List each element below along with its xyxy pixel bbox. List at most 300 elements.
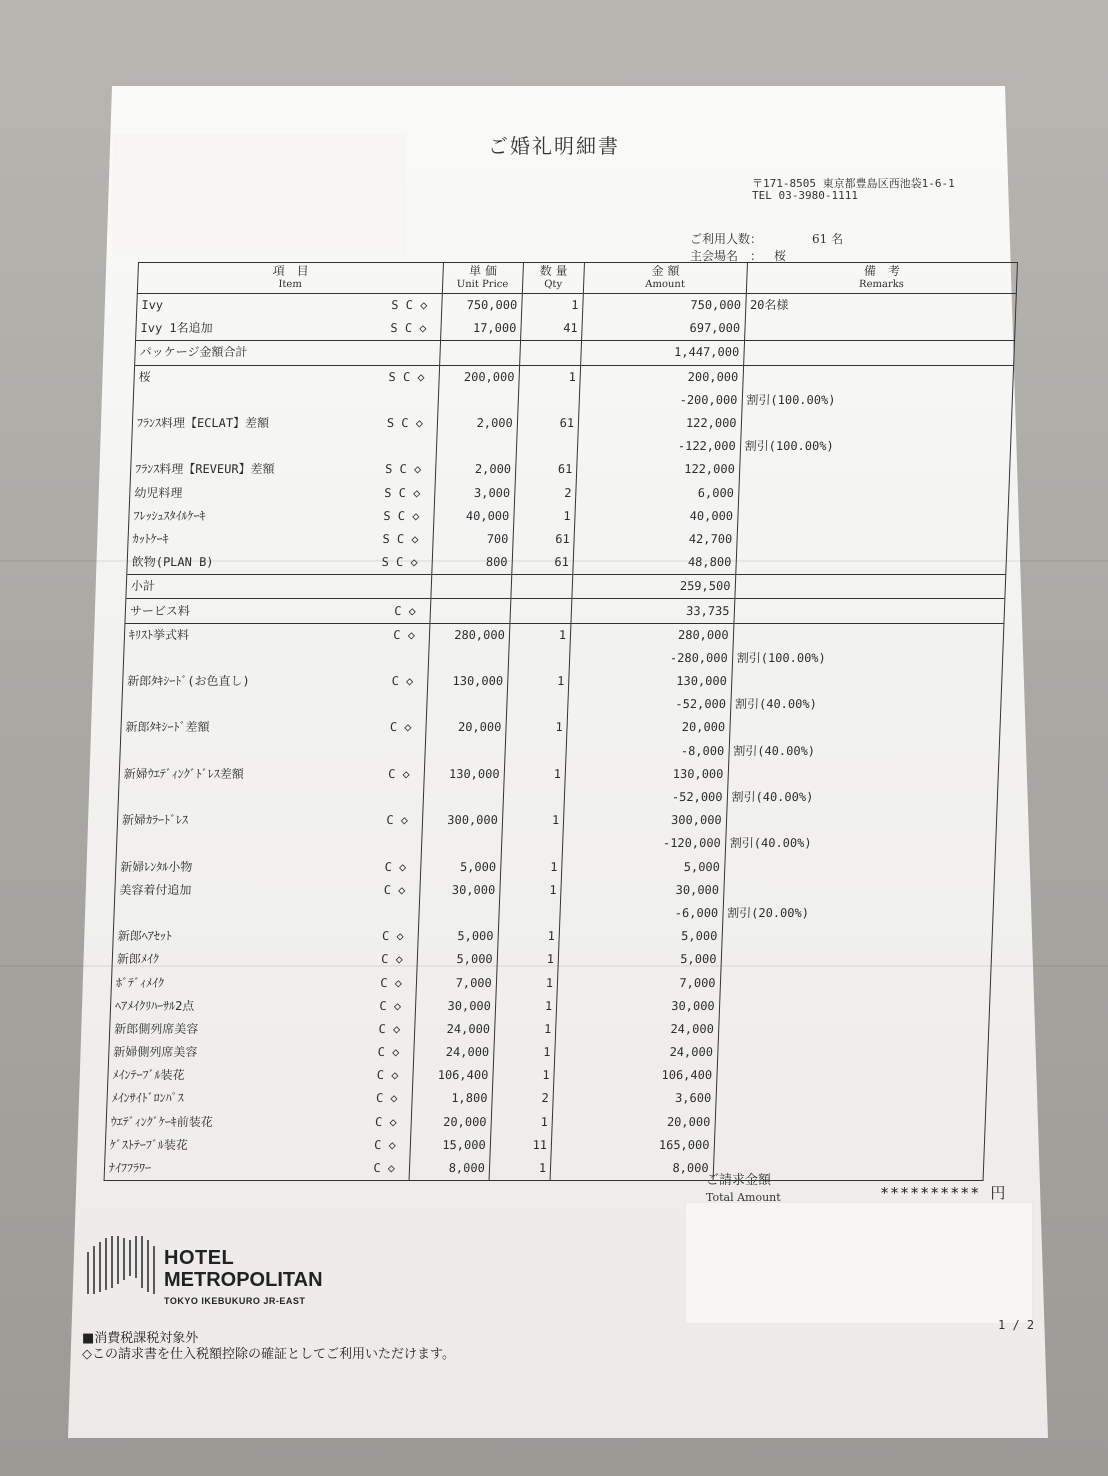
item-name: 飲物(PLAN B) bbox=[131, 555, 214, 570]
table-row bbox=[108, 1064, 988, 1087]
cell-item bbox=[136, 317, 442, 341]
guests-value: 61 名 bbox=[812, 232, 844, 246]
cell-qty: 1 bbox=[493, 1041, 555, 1064]
cell-item bbox=[112, 948, 418, 971]
cell-unit-price: 750,000 bbox=[441, 294, 522, 318]
cell-amount: 33,735 bbox=[571, 599, 734, 623]
item-name: ｷﾘｽﾄ挙式料 bbox=[128, 627, 190, 642]
item-tax-code: S C ◇ bbox=[390, 298, 428, 313]
cell-remarks bbox=[715, 1087, 986, 1110]
cell-amount: 106,400 bbox=[554, 1064, 717, 1087]
cell-item bbox=[123, 647, 429, 670]
cell-amount: 122,000 bbox=[576, 458, 739, 481]
item-name: ｶｯﾄｹｰｷ bbox=[132, 531, 169, 546]
invoice-table bbox=[104, 262, 1018, 1181]
cell-remarks bbox=[729, 716, 1000, 739]
item-name: 新郎ﾒｲｸ bbox=[116, 952, 160, 967]
item-tax-code: C ◇ bbox=[383, 882, 406, 897]
cell-remarks bbox=[714, 1134, 985, 1157]
cell-remarks: 割引(40.00%) bbox=[727, 786, 998, 809]
table-row bbox=[116, 832, 996, 855]
tax-credit-note: ◇この請求書を仕入税額控除の確証としてご利用いただけます。 bbox=[82, 1347, 455, 1362]
item-tax-code: C ◇ bbox=[379, 998, 402, 1013]
table-row bbox=[120, 740, 1000, 763]
table-row bbox=[115, 856, 995, 879]
cell-qty: 1 bbox=[492, 1064, 554, 1087]
table-row bbox=[136, 294, 1016, 318]
cell-qty: 1 bbox=[495, 995, 557, 1018]
table-row bbox=[133, 389, 1013, 412]
page-number: 1 / 2 bbox=[998, 1318, 1035, 1332]
cell-qty bbox=[505, 740, 567, 763]
item-name: ｳｴﾃﾞｨﾝｸﾞｹｰｷ前装花 bbox=[110, 1114, 214, 1129]
cell-unit-price: 30,000 bbox=[415, 995, 496, 1018]
table-row bbox=[122, 670, 1002, 693]
cell-amount: 42,700 bbox=[574, 528, 737, 551]
cell-remarks bbox=[717, 1041, 988, 1064]
table-row bbox=[115, 879, 995, 902]
cell-qty: 41 bbox=[520, 317, 582, 341]
cell-amount: 200,000 bbox=[580, 365, 743, 389]
cell-remarks: 割引(40.00%) bbox=[730, 693, 1001, 716]
cell-qty bbox=[519, 341, 581, 365]
cell-amount: 259,500 bbox=[572, 575, 735, 599]
cell-item bbox=[124, 623, 430, 647]
cell-remarks bbox=[726, 809, 997, 832]
item-tax-code: C ◇ bbox=[373, 1137, 397, 1152]
cell-qty: 1 bbox=[504, 763, 566, 786]
cell-unit-price: 17,000 bbox=[440, 317, 521, 341]
item-tax-code: S C ◇ bbox=[384, 462, 422, 477]
cell-unit-price: 5,000 bbox=[420, 856, 501, 879]
item-name: 新婦ﾚﾝﾀﾙ小物 bbox=[120, 859, 193, 874]
cell-remarks bbox=[727, 763, 998, 786]
item-tax-code: C ◇ bbox=[375, 1091, 398, 1106]
cell-unit-price bbox=[440, 341, 521, 365]
item-name: 小計 bbox=[130, 579, 156, 594]
table-row bbox=[130, 458, 1010, 481]
cell-remarks bbox=[736, 528, 1007, 551]
cell-unit-price: 2,000 bbox=[437, 412, 518, 435]
item-name: 新郎ﾀｷｼｰﾄﾞ(お色直し) bbox=[127, 674, 250, 689]
cell-unit-price bbox=[430, 599, 511, 623]
cell-qty: 1 bbox=[498, 925, 560, 948]
cell-amount: 8,000 bbox=[550, 1157, 713, 1181]
hotel-logo bbox=[84, 1234, 364, 1314]
item-name: ﾌﾚｯｼｭｽﾀｲﾙｹｰｷ bbox=[133, 508, 206, 523]
cell-unit-price bbox=[436, 435, 517, 458]
cell-item bbox=[115, 856, 421, 879]
item-name: 幼児料理 bbox=[134, 485, 183, 500]
cell-qty: 1 bbox=[499, 879, 561, 902]
cell-amount: -122,000 bbox=[577, 435, 740, 458]
cell-unit-price: 130,000 bbox=[427, 670, 508, 693]
item-name: 新郎側列席美容 bbox=[113, 1021, 199, 1036]
cell-amount: 750,000 bbox=[583, 294, 746, 318]
cell-amount: 300,000 bbox=[563, 809, 726, 832]
cell-amount: 122,000 bbox=[578, 412, 741, 435]
item-name: ﾎﾞﾃﾞｨﾒｲｸ bbox=[115, 975, 165, 990]
cell-amount: -200,000 bbox=[579, 389, 742, 412]
cell-unit-price: 1,800 bbox=[412, 1087, 493, 1110]
item-name: ﾌﾗﾝｽ料理【REVEUR】差額 bbox=[134, 462, 275, 477]
logo-subtitle: TOKYO IKEBUKURO JR-EAST bbox=[164, 1296, 306, 1306]
item-tax-code: C ◇ bbox=[393, 603, 417, 618]
cell-amount: -52,000 bbox=[564, 786, 727, 809]
item-name: Ivy bbox=[141, 298, 164, 313]
cell-item bbox=[109, 1018, 415, 1041]
cell-remarks bbox=[741, 412, 1012, 435]
cell-unit-price bbox=[421, 832, 502, 855]
cell-remarks bbox=[718, 1018, 989, 1041]
cell-unit-price: 280,000 bbox=[429, 623, 510, 647]
cell-unit-price: 24,000 bbox=[414, 1018, 495, 1041]
cell-item bbox=[125, 599, 431, 623]
table-row bbox=[106, 1111, 986, 1134]
cell-amount: -120,000 bbox=[562, 832, 725, 855]
item-tax-code: C ◇ bbox=[380, 952, 404, 967]
cell-amount: 3,600 bbox=[553, 1087, 716, 1110]
item-name: 美容着付追加 bbox=[119, 882, 192, 897]
item-tax-code: C ◇ bbox=[389, 720, 412, 735]
table-row bbox=[129, 482, 1009, 505]
cell-item bbox=[117, 809, 423, 832]
cell-qty: 1 bbox=[519, 365, 581, 389]
cell-qty: 1 bbox=[496, 971, 558, 994]
cell-amount: 20,000 bbox=[567, 716, 730, 739]
cell-item bbox=[128, 528, 434, 551]
cell-item bbox=[108, 1041, 414, 1064]
table-row bbox=[129, 505, 1009, 528]
table-row bbox=[135, 341, 1015, 365]
cell-unit-price: 5,000 bbox=[417, 948, 498, 971]
cell-qty bbox=[518, 389, 580, 412]
cell-unit-price: 106,400 bbox=[412, 1064, 493, 1087]
cell-item bbox=[115, 879, 421, 902]
cell-amount: 24,000 bbox=[555, 1018, 718, 1041]
table-row bbox=[125, 599, 1005, 623]
table-row bbox=[110, 995, 990, 1018]
item-tax-code: C ◇ bbox=[381, 929, 404, 944]
logo-line-2: METROPOLITAN bbox=[164, 1269, 323, 1291]
cell-unit-price: 3,000 bbox=[434, 482, 515, 505]
cell-item bbox=[121, 716, 427, 739]
cell-item bbox=[105, 1134, 411, 1157]
cell-amount: 5,000 bbox=[558, 948, 721, 971]
header-amount: 金 額 Amount bbox=[583, 263, 747, 294]
cell-item bbox=[121, 693, 427, 716]
header-qty: 数 量 Qty bbox=[522, 263, 585, 294]
table-row bbox=[108, 1041, 988, 1064]
cell-item bbox=[110, 995, 416, 1018]
item-tax-code: C ◇ bbox=[387, 766, 411, 781]
cell-qty: 61 bbox=[517, 412, 579, 435]
table-row bbox=[124, 623, 1004, 647]
table-row bbox=[127, 551, 1007, 575]
cell-qty bbox=[516, 435, 578, 458]
venue-value: 桜 bbox=[774, 249, 787, 263]
cell-unit-price: 2,000 bbox=[435, 458, 516, 481]
item-name: ﾌﾗﾝｽ料理【ECLAT】差額 bbox=[136, 416, 270, 431]
cell-unit-price: 15,000 bbox=[410, 1134, 491, 1157]
item-tax-code: C ◇ bbox=[393, 627, 416, 642]
item-name: 新婦側列席美容 bbox=[113, 1045, 198, 1060]
cell-item bbox=[129, 505, 435, 528]
cell-unit-price: 24,000 bbox=[413, 1041, 494, 1064]
cell-item bbox=[126, 575, 432, 599]
cell-unit-price bbox=[423, 786, 504, 809]
cell-remarks bbox=[716, 1064, 987, 1087]
cell-item bbox=[135, 341, 441, 365]
table-row bbox=[109, 1018, 989, 1041]
guests-label: ご利用人数： bbox=[690, 232, 763, 246]
table-row bbox=[134, 365, 1014, 389]
cell-remarks bbox=[720, 948, 991, 971]
cell-remarks bbox=[742, 365, 1013, 389]
cell-item bbox=[127, 551, 433, 575]
cell-item bbox=[114, 902, 420, 925]
table-row bbox=[118, 786, 998, 809]
cell-unit-price: 30,000 bbox=[419, 879, 500, 902]
cell-unit-price: 7,000 bbox=[416, 971, 497, 994]
table-row bbox=[128, 528, 1008, 551]
cell-amount: 30,000 bbox=[561, 879, 724, 902]
logo-line-1: HOTEL bbox=[164, 1247, 235, 1269]
cell-item bbox=[120, 740, 426, 763]
item-name: 新婦ｳｴﾃﾞｨﾝｸﾞﾄﾞﾚｽ差額 bbox=[123, 766, 245, 781]
cell-qty: 2 bbox=[491, 1087, 553, 1110]
cell-amount: 6,000 bbox=[576, 482, 739, 505]
cell-remarks bbox=[737, 505, 1008, 528]
item-tax-code: C ◇ bbox=[377, 1045, 400, 1060]
table-row bbox=[111, 971, 991, 994]
cell-qty: 1 bbox=[494, 1018, 556, 1041]
cell-remarks bbox=[714, 1111, 985, 1134]
cell-unit-price: 8,000 bbox=[409, 1157, 490, 1181]
cell-qty: 1 bbox=[500, 856, 562, 879]
cell-remarks bbox=[734, 575, 1005, 599]
cell-unit-price bbox=[428, 647, 509, 670]
logo-bars-icon bbox=[84, 1234, 156, 1298]
cell-qty bbox=[506, 693, 568, 716]
cell-item bbox=[104, 1157, 410, 1181]
cell-remarks: 割引(20.00%) bbox=[722, 902, 993, 925]
cell-amount: 130,000 bbox=[565, 763, 728, 786]
item-name: 桜 bbox=[138, 369, 151, 384]
item-tax-code: S C ◇ bbox=[386, 416, 424, 431]
cell-item bbox=[106, 1111, 412, 1134]
cell-item bbox=[131, 435, 437, 458]
table-row bbox=[117, 809, 997, 832]
item-tax-code: C ◇ bbox=[384, 859, 407, 874]
cell-item bbox=[108, 1064, 414, 1087]
item-tax-code: C ◇ bbox=[374, 1114, 398, 1129]
document-title: ご婚礼明細書 bbox=[488, 134, 620, 158]
cell-item bbox=[119, 763, 425, 786]
table-row bbox=[113, 925, 993, 948]
table-row bbox=[112, 948, 992, 971]
cell-remarks bbox=[744, 317, 1015, 341]
cell-qty bbox=[503, 786, 565, 809]
cell-qty: 1 bbox=[509, 623, 571, 647]
table-row bbox=[107, 1087, 987, 1110]
table-row bbox=[121, 716, 1001, 739]
cell-qty bbox=[511, 575, 573, 599]
cell-qty: 2 bbox=[514, 482, 576, 505]
cell-qty bbox=[508, 647, 570, 670]
cell-qty: 61 bbox=[515, 458, 577, 481]
item-tax-code: S C ◇ bbox=[390, 321, 427, 336]
venue-label: 主会場名 ： bbox=[690, 249, 763, 263]
cell-amount: 1,447,000 bbox=[581, 341, 744, 365]
cell-item bbox=[116, 832, 422, 855]
cell-remarks bbox=[724, 856, 995, 879]
cell-unit-price: 5,000 bbox=[418, 925, 499, 948]
cell-qty: 61 bbox=[512, 528, 574, 551]
cell-remarks: 割引(40.00%) bbox=[725, 832, 996, 855]
hotel-address: 〒171-8505 東京都豊島区西池袋1-6-1 bbox=[752, 177, 955, 190]
item-name: ﾒｲﾝﾃｰﾌﾞﾙ装花 bbox=[112, 1068, 185, 1083]
item-name: パッケージ金額合計 bbox=[139, 345, 248, 360]
table-row bbox=[123, 647, 1003, 670]
cell-remarks bbox=[738, 482, 1009, 505]
cell-qty: 1 bbox=[505, 716, 567, 739]
cell-amount: 30,000 bbox=[556, 995, 719, 1018]
cell-item bbox=[129, 482, 435, 505]
cell-amount: -52,000 bbox=[568, 693, 731, 716]
cell-qty: 1 bbox=[502, 809, 564, 832]
cell-item bbox=[134, 365, 440, 389]
cell-qty: 61 bbox=[512, 551, 574, 575]
cell-remarks bbox=[731, 670, 1002, 693]
cell-remarks: 20名様 bbox=[745, 294, 1016, 318]
cell-remarks bbox=[734, 599, 1005, 623]
item-name: ﾅｲﾌﾌﾗﾜｰ bbox=[108, 1161, 152, 1176]
cell-unit-price: 800 bbox=[432, 551, 513, 575]
cell-unit-price: 200,000 bbox=[439, 365, 520, 389]
cell-unit-price bbox=[426, 693, 507, 716]
item-tax-code: S C ◇ bbox=[388, 369, 425, 384]
cell-remarks bbox=[743, 341, 1014, 365]
item-tax-code: S C ◇ bbox=[382, 531, 419, 546]
cell-remarks bbox=[739, 458, 1010, 481]
cell-qty: 1 bbox=[507, 670, 569, 693]
cell-unit-price: 300,000 bbox=[422, 809, 503, 832]
item-tax-code: C ◇ bbox=[373, 1161, 396, 1176]
item-tax-code: C ◇ bbox=[386, 813, 409, 828]
table-row bbox=[105, 1134, 985, 1157]
total-amount: ********** 円 bbox=[880, 1184, 1007, 1202]
item-tax-code: C ◇ bbox=[391, 674, 414, 689]
item-name: 新婦ｶﾗｰﾄﾞﾚｽ bbox=[121, 813, 189, 828]
cell-remarks: 割引(40.00%) bbox=[728, 740, 999, 763]
hotel-phone: TEL 03-3980-1111 bbox=[752, 189, 858, 202]
item-tax-code: S C ◇ bbox=[383, 508, 420, 523]
cell-unit-price bbox=[425, 740, 506, 763]
cell-amount: 280,000 bbox=[570, 623, 733, 647]
cell-amount: 24,000 bbox=[555, 1041, 718, 1064]
item-tax-code: S C ◇ bbox=[383, 485, 421, 500]
cell-unit-price bbox=[431, 575, 512, 599]
table-row bbox=[131, 435, 1011, 458]
cell-item bbox=[113, 925, 419, 948]
cell-item bbox=[122, 670, 428, 693]
cell-qty bbox=[498, 902, 560, 925]
cell-qty: 1 bbox=[489, 1157, 551, 1181]
item-name: 新郎ﾀｷｼｰﾄﾞ差額 bbox=[125, 720, 210, 735]
cell-qty: 1 bbox=[491, 1111, 553, 1134]
table-row bbox=[136, 317, 1016, 341]
cell-unit-price: 20,000 bbox=[411, 1111, 492, 1134]
cell-item bbox=[136, 294, 442, 318]
item-name: ｹﾞｽﾄﾃｰﾌﾞﾙ装花 bbox=[109, 1137, 189, 1152]
cell-item bbox=[111, 971, 417, 994]
total-label: ご請求金額 Total Amount bbox=[706, 1173, 781, 1204]
cell-qty bbox=[510, 599, 572, 623]
table-header-row bbox=[137, 263, 1017, 294]
cell-remarks bbox=[721, 925, 992, 948]
cell-amount: -8,000 bbox=[566, 740, 729, 763]
cell-remarks bbox=[733, 623, 1004, 647]
cell-remarks bbox=[719, 995, 990, 1018]
table-row bbox=[104, 1157, 984, 1181]
redacted-area bbox=[686, 1203, 1032, 1323]
cell-unit-price: 40,000 bbox=[433, 505, 514, 528]
cell-unit-price bbox=[438, 389, 519, 412]
header-remarks: 備 考 Remarks bbox=[746, 263, 1018, 294]
table-row bbox=[114, 902, 994, 925]
tax-note: ■消費税課税対象外 bbox=[82, 1331, 199, 1346]
item-tax-code: C ◇ bbox=[378, 1021, 401, 1036]
cell-amount: 5,000 bbox=[562, 856, 725, 879]
cell-item bbox=[118, 786, 424, 809]
cell-amount: -6,000 bbox=[560, 902, 723, 925]
table-row bbox=[119, 763, 999, 786]
cell-amount: 40,000 bbox=[575, 505, 738, 528]
cell-qty: 1 bbox=[513, 505, 575, 528]
item-name: ﾒｲﾝｻｲﾄﾞﾛﾝﾊﾟｽ bbox=[111, 1091, 184, 1106]
cell-remarks: 割引(100.00%) bbox=[732, 647, 1003, 670]
cell-item bbox=[132, 412, 438, 435]
cell-qty: 1 bbox=[521, 294, 583, 318]
item-tax-code: C ◇ bbox=[380, 975, 403, 990]
table-row bbox=[121, 693, 1001, 716]
cell-unit-price bbox=[419, 902, 500, 925]
cell-amount: 48,800 bbox=[573, 551, 736, 575]
item-name: Ivy 1名追加 bbox=[140, 321, 213, 336]
cell-remarks: 割引(100.00%) bbox=[741, 389, 1012, 412]
cell-amount: 130,000 bbox=[568, 670, 731, 693]
table-row bbox=[126, 575, 1006, 599]
cell-remarks bbox=[735, 551, 1006, 575]
cell-remarks bbox=[720, 971, 991, 994]
cell-amount: 697,000 bbox=[582, 317, 745, 341]
item-name: ﾍｱﾒｲｸﾘﾊｰｻﾙ2点 bbox=[114, 998, 195, 1013]
cell-unit-price: 130,000 bbox=[424, 763, 505, 786]
cell-remarks bbox=[723, 879, 994, 902]
cell-qty: 11 bbox=[490, 1134, 552, 1157]
cell-amount: 5,000 bbox=[559, 925, 722, 948]
cell-remarks: 割引(100.00%) bbox=[740, 435, 1011, 458]
cell-amount: 165,000 bbox=[551, 1134, 714, 1157]
item-tax-code: C ◇ bbox=[376, 1068, 399, 1083]
header-unit-price: 単 価 Unit Price bbox=[442, 263, 523, 294]
cell-item bbox=[107, 1087, 413, 1110]
item-name: 新郎ﾍｱｾｯﾄ bbox=[117, 929, 172, 944]
item-tax-code: S C ◇ bbox=[381, 555, 419, 570]
cell-unit-price: 20,000 bbox=[426, 716, 507, 739]
cell-unit-price: 700 bbox=[433, 528, 514, 551]
